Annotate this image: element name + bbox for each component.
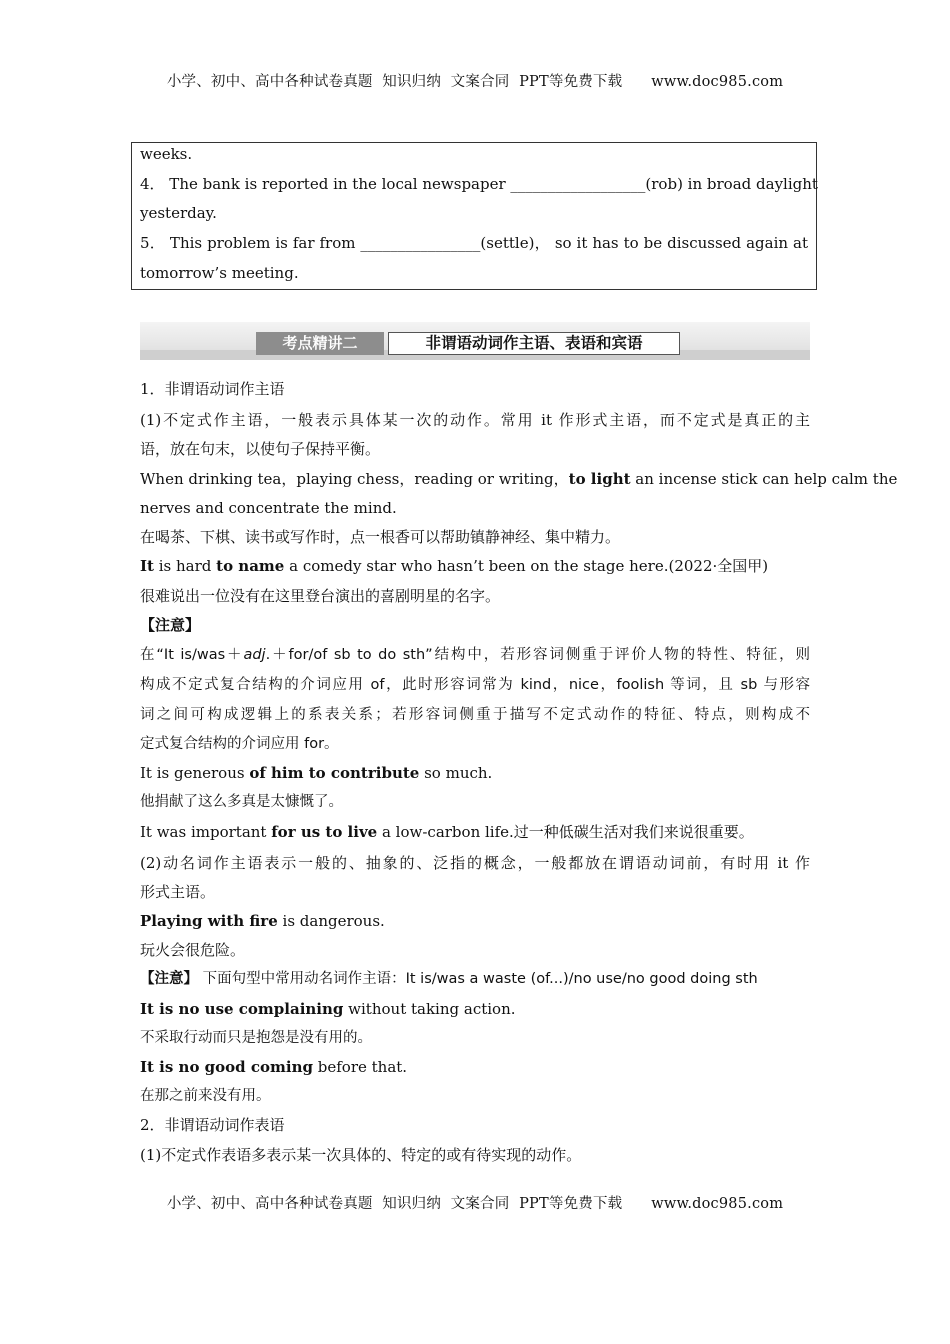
example-sentence	[140, 823, 810, 841]
paragraph: 语，放在句末，以使句子保持平衡。	[140, 440, 381, 458]
note-text: 词之间可构成逻辑上的系表关系；若形容词侧重于描写不定式动作的特征、特点，则构成不	[140, 707, 810, 723]
exercise-box	[131, 142, 817, 290]
exercise-line: yesterday.	[140, 204, 217, 222]
bold-run: to light	[568, 470, 631, 488]
page-header: 小学、初中、高中各种试卷真题 知识归纳 文案合同 PPT等免费下载 www.doc985.com	[166, 74, 784, 90]
italic-run: adj	[243, 647, 266, 663]
example-sentence	[140, 557, 810, 575]
translation: 玩火会很危险。	[140, 941, 246, 959]
note-text	[140, 646, 810, 664]
text-run: a low-carbon life.过一种低碳生活对我们来说很重要。	[377, 823, 754, 841]
translation: 不采取行动而只是抱怨是没有用的。	[140, 1030, 372, 1046]
text-run: It was important	[140, 823, 272, 841]
paragraph: (1)不定式作表语多表示某一次具体的、特定的或有待实现的动作。	[140, 1146, 582, 1164]
translation: 在喝茶、下棋、读书或写作时，点一根香可以帮助镇静神经、集中精力。	[140, 528, 621, 546]
translation: 很难说出一位没有在这里登台演出的喜剧明星的名字。	[140, 587, 501, 605]
text-run: without taking action.	[343, 1000, 516, 1018]
example-sentence	[140, 1000, 810, 1018]
paragraph: (2)动名词作主语表示一般的、抽象的、泛指的概念，一般都放在谓语动词前，有时用 it 作	[140, 854, 810, 872]
section-label: 考点精讲二	[256, 332, 384, 355]
text-run: It is generous	[140, 764, 250, 782]
example-sentence: nerves and concentrate the mind.	[140, 499, 397, 517]
note-text: 定式复合结构的介词应用 for。	[140, 736, 339, 752]
bold-run: It	[140, 557, 154, 575]
text-run: a comedy star who hasn’t been on the stage here.(2022·全国甲)	[284, 557, 769, 575]
exercise-line: 5． This problem is far from ________________(settle)， so it has to be discussed again at	[140, 234, 808, 252]
bold-run: to name	[216, 557, 285, 575]
note-label: 【注意】	[140, 616, 201, 634]
example-sentence	[140, 912, 810, 930]
bold-run: for us to live	[271, 823, 378, 841]
note-text	[140, 970, 810, 988]
text-run: an incense stick can help calm the	[630, 470, 898, 488]
example-sentence	[140, 1058, 810, 1076]
text-run: before that.	[312, 1058, 408, 1076]
text-run: 在“It is/was＋	[140, 647, 244, 663]
text-run: .＋for/of sb to do sth”结构中，若形容词侧重于评价人物的特性、特征，则	[265, 647, 810, 663]
exercise-line: 4． The bank is reported in the local newspaper __________________(rob) in broad daylight	[140, 175, 818, 193]
bold-run: It is no use complaining	[140, 1000, 344, 1018]
text-run: 下面句型中常用动名词作主语：It is/was a waste (of...)/no use/no good doing sth	[198, 971, 758, 987]
bold-run: of him to contribute	[249, 764, 420, 782]
section-title: 非谓语动词作主语、表语和宾语	[388, 332, 680, 355]
example-sentence	[140, 764, 810, 782]
text-run: is dangerous.	[277, 912, 385, 930]
exercise-line: weeks.	[140, 145, 193, 163]
translation: 他捐献了这么多真是太慷慨了。	[140, 794, 343, 810]
section-banner	[140, 322, 810, 360]
text-run: When drinking tea，playing chess，reading or writing，	[140, 470, 569, 488]
paragraph: (1)不定式作主语，一般表示具体某一次的动作。常用 it 作形式主语，而不定式是真正的主	[140, 411, 810, 429]
page-footer: 小学、初中、高中各种试卷真题 知识归纳 文案合同 PPT等免费下载 www.doc985.com	[166, 1196, 784, 1212]
translation: 在那之前来没有用。	[140, 1088, 271, 1104]
text-run: is hard	[153, 557, 217, 575]
bold-run: It is no good coming	[140, 1058, 313, 1076]
heading-subject: 1．非谓语动词作主语	[140, 380, 285, 398]
exercise-line: tomorrow’s meeting.	[140, 264, 299, 282]
example-sentence	[140, 470, 898, 488]
heading-predicative: 2．非谓语动词作表语	[140, 1116, 285, 1134]
text-run: so much.	[419, 764, 493, 782]
note-label: 【注意】	[140, 971, 198, 987]
bold-run: Playing with fire	[140, 912, 278, 930]
note-text: 构成不定式复合结构的介词应用 of，此时形容词常为 kind，nice，foolish 等词，且 sb 与形容	[140, 677, 810, 693]
paragraph: 形式主语。	[140, 883, 216, 901]
